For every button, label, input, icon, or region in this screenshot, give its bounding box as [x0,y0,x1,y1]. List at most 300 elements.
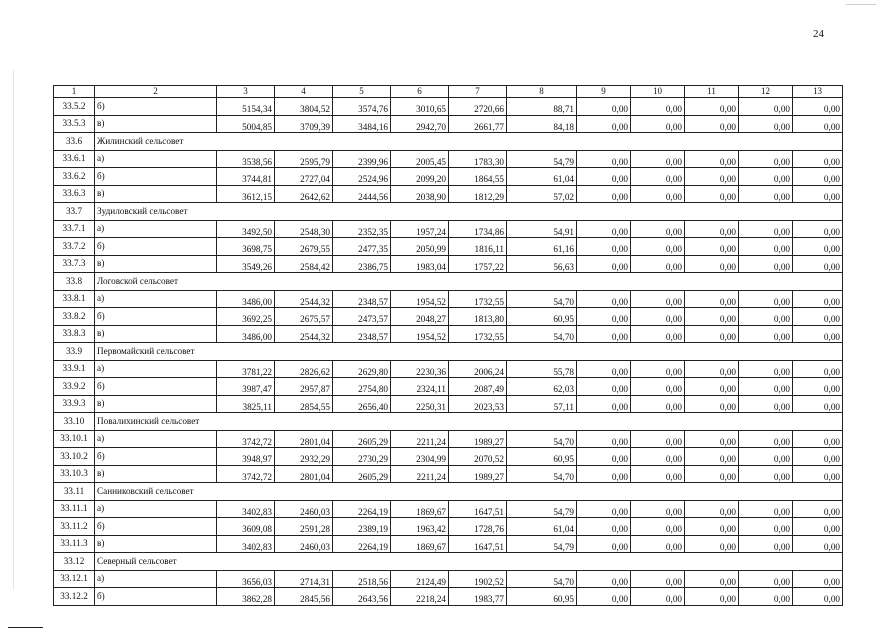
section-row [54,553,843,571]
section-name: Повалихинский сельсовет [95,413,843,431]
value-cell-col6: 1963,42 [391,518,449,536]
value-cell-col8: 54,70 [507,290,577,308]
section-row [54,273,843,291]
value-cell-col4: 2548,30 [275,220,333,238]
row-subitem: б) [95,588,217,606]
value-cell-col8: 60,95 [507,308,577,326]
value-cell-col7: 2087,49 [449,378,507,396]
column-header-5: 5 [333,86,391,98]
row-subitem: б) [95,518,217,536]
value-cell-col5: 2518,56 [333,570,391,588]
value-cell-col3: 3692,25 [217,308,275,326]
value-cell-col9: 0,00 [577,308,631,326]
row-code: 33.5.3 [54,115,95,133]
value-cell-col6: 1954,52 [391,325,449,343]
table-row [54,430,843,448]
value-cell-col10: 0,00 [631,378,685,396]
value-cell-col4: 2845,56 [275,588,333,606]
value-cell-col3: 3402,83 [217,535,275,553]
column-header-3: 3 [217,86,275,98]
value-cell-col11: 0,00 [685,500,739,518]
value-cell-col4: 2801,04 [275,465,333,483]
table-row [54,238,843,256]
value-cell-col6: 1983,04 [391,255,449,273]
row-subitem: б) [95,378,217,396]
section-name: Санниковский сельсовет [95,483,843,501]
value-cell-col8: 57,11 [507,395,577,413]
value-cell-col11: 0,00 [685,115,739,133]
row-subitem: а) [95,570,217,588]
value-cell-col6: 2250,31 [391,395,449,413]
value-cell-col7: 2006,24 [449,360,507,378]
value-cell-col3: 3825,11 [217,395,275,413]
value-cell-col13: 0,00 [793,168,843,186]
value-cell-col11: 0,00 [685,360,739,378]
value-cell-col5: 2264,19 [333,500,391,518]
value-cell-col11: 0,00 [685,185,739,203]
row-subitem: б) [95,98,217,116]
column-header-1: 1 [54,86,95,98]
row-subitem: б) [95,308,217,326]
value-cell-col11: 0,00 [685,238,739,256]
value-cell-col5: 2399,96 [333,150,391,168]
value-cell-col7: 1864,55 [449,168,507,186]
value-cell-col6: 2048,27 [391,308,449,326]
row-code: 33.11.1 [54,500,95,518]
value-cell-col11: 0,00 [685,430,739,448]
column-header-6: 6 [391,86,449,98]
value-cell-col10: 0,00 [631,185,685,203]
table-body [54,86,843,606]
value-cell-col12: 0,00 [739,255,793,273]
value-cell-col4: 2544,32 [275,290,333,308]
value-cell-col8: 57,02 [507,185,577,203]
column-header-12: 12 [739,86,793,98]
value-cell-col3: 3987,47 [217,378,275,396]
value-cell-col4: 2714,31 [275,570,333,588]
value-cell-col3: 5154,34 [217,98,275,116]
value-cell-col8: 54,70 [507,465,577,483]
value-cell-col4: 3804,52 [275,98,333,116]
value-cell-col12: 0,00 [739,220,793,238]
row-code: 33.6.3 [54,185,95,203]
value-cell-col4: 2727,04 [275,168,333,186]
value-cell-col9: 0,00 [577,168,631,186]
value-cell-col10: 0,00 [631,448,685,466]
table-row [54,570,843,588]
value-cell-col3: 3402,83 [217,500,275,518]
value-cell-col9: 0,00 [577,115,631,133]
value-cell-col8: 61,04 [507,518,577,536]
value-cell-col10: 0,00 [631,500,685,518]
value-cell-col5: 2643,56 [333,588,391,606]
value-cell-col10: 0,00 [631,290,685,308]
row-subitem: в) [95,395,217,413]
value-cell-col9: 0,00 [577,448,631,466]
tariff-table [53,85,843,606]
value-cell-col9: 0,00 [577,500,631,518]
row-code: 33.9.1 [54,360,95,378]
table-row [54,308,843,326]
value-cell-col12: 0,00 [739,168,793,186]
value-cell-col7: 1989,27 [449,465,507,483]
value-cell-col8: 54,70 [507,570,577,588]
value-cell-col9: 0,00 [577,430,631,448]
table-row [54,255,843,273]
section-row [54,413,843,431]
value-cell-col10: 0,00 [631,535,685,553]
value-cell-col10: 0,00 [631,220,685,238]
value-cell-col8: 54,91 [507,220,577,238]
value-cell-col3: 3862,28 [217,588,275,606]
value-cell-col6: 2324,11 [391,378,449,396]
value-cell-col13: 0,00 [793,395,843,413]
value-cell-col9: 0,00 [577,255,631,273]
value-cell-col9: 0,00 [577,535,631,553]
value-cell-col12: 0,00 [739,378,793,396]
value-cell-col13: 0,00 [793,360,843,378]
section-code: 33.9 [54,343,95,361]
value-cell-col3: 3538,56 [217,150,275,168]
value-cell-col6: 2211,24 [391,430,449,448]
value-cell-col11: 0,00 [685,535,739,553]
value-cell-col4: 2544,32 [275,325,333,343]
value-cell-col6: 2124,49 [391,570,449,588]
value-cell-col7: 1757,22 [449,255,507,273]
value-cell-col6: 2099,20 [391,168,449,186]
table-row [54,220,843,238]
value-cell-col9: 0,00 [577,570,631,588]
row-subitem: б) [95,448,217,466]
section-code: 33.12 [54,553,95,571]
row-code: 33.12.1 [54,570,95,588]
value-cell-col9: 0,00 [577,290,631,308]
value-cell-col11: 0,00 [685,168,739,186]
value-cell-col5: 2605,29 [333,465,391,483]
value-cell-col12: 0,00 [739,500,793,518]
value-cell-col7: 2720,66 [449,98,507,116]
value-cell-col13: 0,00 [793,325,843,343]
table-row [54,168,843,186]
value-cell-col12: 0,00 [739,465,793,483]
table-row [54,588,843,606]
section-code: 33.10 [54,413,95,431]
value-cell-col13: 0,00 [793,220,843,238]
value-cell-col12: 0,00 [739,570,793,588]
value-cell-col5: 2656,40 [333,395,391,413]
value-cell-col9: 0,00 [577,150,631,168]
row-subitem: а) [95,430,217,448]
row-code: 33.7.2 [54,238,95,256]
value-cell-col3: 3656,03 [217,570,275,588]
section-row [54,203,843,221]
value-cell-col5: 2477,35 [333,238,391,256]
table-row [54,185,843,203]
value-cell-col13: 0,00 [793,98,843,116]
value-cell-col5: 3574,76 [333,98,391,116]
value-cell-col4: 2932,29 [275,448,333,466]
row-subitem: а) [95,150,217,168]
row-code: 33.7.3 [54,255,95,273]
value-cell-col12: 0,00 [739,395,793,413]
value-cell-col5: 2348,57 [333,290,391,308]
value-cell-col11: 0,00 [685,448,739,466]
value-cell-col5: 2629,80 [333,360,391,378]
value-cell-col6: 2218,24 [391,588,449,606]
value-cell-col5: 2386,75 [333,255,391,273]
value-cell-col10: 0,00 [631,238,685,256]
section-name: Первомайский сельсовет [95,343,843,361]
value-cell-col6: 2304,99 [391,448,449,466]
row-code: 33.5.2 [54,98,95,116]
row-code: 33.10.1 [54,430,95,448]
value-cell-col12: 0,00 [739,185,793,203]
row-code: 33.7.1 [54,220,95,238]
value-cell-col4: 2460,03 [275,500,333,518]
column-header-9: 9 [577,86,631,98]
value-cell-col4: 2584,42 [275,255,333,273]
value-cell-col11: 0,00 [685,588,739,606]
value-cell-col9: 0,00 [577,465,631,483]
value-cell-col4: 2957,87 [275,378,333,396]
scan-artifact-left [13,70,14,590]
value-cell-col3: 3486,00 [217,325,275,343]
value-cell-col3: 3742,72 [217,430,275,448]
row-code: 33.8.2 [54,308,95,326]
table-row [54,150,843,168]
table-row [54,325,843,343]
row-code: 33.11.3 [54,535,95,553]
value-cell-col9: 0,00 [577,395,631,413]
value-cell-col5: 2352,35 [333,220,391,238]
value-cell-col8: 54,79 [507,500,577,518]
value-cell-col3: 3549,26 [217,255,275,273]
value-cell-col9: 0,00 [577,588,631,606]
row-code: 33.8.3 [54,325,95,343]
row-subitem: в) [95,325,217,343]
value-cell-col13: 0,00 [793,185,843,203]
table-row [54,518,843,536]
value-cell-col5: 2730,29 [333,448,391,466]
row-subitem: в) [95,185,217,203]
table-row [54,535,843,553]
value-cell-col11: 0,00 [685,570,739,588]
value-cell-col13: 0,00 [793,308,843,326]
scan-artifact-top [846,4,876,5]
value-cell-col9: 0,00 [577,518,631,536]
table-row [54,290,843,308]
row-subitem: в) [95,115,217,133]
value-cell-col6: 1869,67 [391,535,449,553]
value-cell-col10: 0,00 [631,308,685,326]
section-name: Зудиловский сельсовет [95,203,843,221]
value-cell-col7: 1734,86 [449,220,507,238]
value-cell-col11: 0,00 [685,378,739,396]
value-cell-col9: 0,00 [577,98,631,116]
section-code: 33.6 [54,133,95,151]
value-cell-col13: 0,00 [793,238,843,256]
value-cell-col13: 0,00 [793,535,843,553]
column-header-11: 11 [685,86,739,98]
value-cell-col11: 0,00 [685,255,739,273]
value-cell-col12: 0,00 [739,588,793,606]
value-cell-col12: 0,00 [739,308,793,326]
value-cell-col11: 0,00 [685,518,739,536]
row-code: 33.12.2 [54,588,95,606]
section-name: Жилинский сельсовет [95,133,843,151]
section-code: 33.7 [54,203,95,221]
section-row [54,343,843,361]
section-row [54,133,843,151]
value-cell-col7: 1732,55 [449,290,507,308]
value-cell-col11: 0,00 [685,290,739,308]
value-cell-col13: 0,00 [793,255,843,273]
value-cell-col13: 0,00 [793,290,843,308]
value-cell-col7: 1647,51 [449,535,507,553]
value-cell-col4: 2675,57 [275,308,333,326]
section-row [54,483,843,501]
value-cell-col8: 84,18 [507,115,577,133]
value-cell-col13: 0,00 [793,465,843,483]
value-cell-col13: 0,00 [793,518,843,536]
row-subitem: а) [95,290,217,308]
value-cell-col12: 0,00 [739,150,793,168]
value-cell-col3: 3698,75 [217,238,275,256]
row-subitem: а) [95,220,217,238]
value-cell-col9: 0,00 [577,220,631,238]
value-cell-col3: 3486,00 [217,290,275,308]
value-cell-col10: 0,00 [631,360,685,378]
value-cell-col4: 2460,03 [275,535,333,553]
value-cell-col3: 3948,97 [217,448,275,466]
value-cell-col13: 0,00 [793,378,843,396]
table-row [54,448,843,466]
value-cell-col3: 3609,08 [217,518,275,536]
value-cell-col3: 5004,85 [217,115,275,133]
value-cell-col12: 0,00 [739,448,793,466]
value-cell-col13: 0,00 [793,588,843,606]
value-cell-col10: 0,00 [631,395,685,413]
value-cell-col7: 2070,52 [449,448,507,466]
value-cell-col9: 0,00 [577,238,631,256]
value-cell-col7: 1647,51 [449,500,507,518]
value-cell-col3: 3781,22 [217,360,275,378]
value-cell-col7: 1728,76 [449,518,507,536]
page-number: 24 [813,28,824,40]
value-cell-col7: 1813,80 [449,308,507,326]
value-cell-col13: 0,00 [793,500,843,518]
value-cell-col12: 0,00 [739,115,793,133]
value-cell-col4: 2679,55 [275,238,333,256]
column-header-2: 2 [95,86,217,98]
section-code: 33.11 [54,483,95,501]
value-cell-col5: 3484,16 [333,115,391,133]
row-subitem: в) [95,255,217,273]
value-cell-col12: 0,00 [739,98,793,116]
table-row [54,465,843,483]
value-cell-col10: 0,00 [631,570,685,588]
value-cell-col11: 0,00 [685,308,739,326]
row-code: 33.9.3 [54,395,95,413]
value-cell-col3: 3744,81 [217,168,275,186]
value-cell-col10: 0,00 [631,98,685,116]
value-cell-col7: 1902,52 [449,570,507,588]
value-cell-col6: 1954,52 [391,290,449,308]
value-cell-col5: 2754,80 [333,378,391,396]
value-cell-col5: 2605,29 [333,430,391,448]
value-cell-col7: 2661,77 [449,115,507,133]
value-cell-col10: 0,00 [631,518,685,536]
value-cell-col8: 60,95 [507,588,577,606]
row-code: 33.9.2 [54,378,95,396]
value-cell-col10: 0,00 [631,588,685,606]
value-cell-col12: 0,00 [739,238,793,256]
value-cell-col6: 1957,24 [391,220,449,238]
value-cell-col8: 88,71 [507,98,577,116]
value-cell-col8: 54,79 [507,150,577,168]
value-cell-col6: 2038,90 [391,185,449,203]
value-cell-col8: 54,70 [507,430,577,448]
value-cell-col4: 2642,62 [275,185,333,203]
value-cell-col8: 54,70 [507,325,577,343]
column-header-13: 13 [793,86,843,98]
value-cell-col3: 3742,72 [217,465,275,483]
value-cell-col4: 2854,55 [275,395,333,413]
value-cell-col8: 56,63 [507,255,577,273]
row-code: 33.6.1 [54,150,95,168]
value-cell-col7: 1989,27 [449,430,507,448]
row-code: 33.10.3 [54,465,95,483]
value-cell-col12: 0,00 [739,430,793,448]
row-code: 33.8.1 [54,290,95,308]
value-cell-col7: 1732,55 [449,325,507,343]
value-cell-col8: 55,78 [507,360,577,378]
value-cell-col12: 0,00 [739,290,793,308]
value-cell-col10: 0,00 [631,325,685,343]
value-cell-col8: 54,79 [507,535,577,553]
value-cell-col12: 0,00 [739,535,793,553]
table-row [54,500,843,518]
value-cell-col6: 2230,36 [391,360,449,378]
value-cell-col8: 61,16 [507,238,577,256]
value-cell-col11: 0,00 [685,395,739,413]
section-name: Логовской сельсовет [95,273,843,291]
column-header-10: 10 [631,86,685,98]
table-row [54,115,843,133]
value-cell-col7: 1812,29 [449,185,507,203]
table-row [54,98,843,116]
value-cell-col5: 2348,57 [333,325,391,343]
scan-artifact-bottom [8,627,43,628]
value-cell-col9: 0,00 [577,325,631,343]
value-cell-col3: 3492,50 [217,220,275,238]
value-cell-col7: 2023,53 [449,395,507,413]
value-cell-col5: 2264,19 [333,535,391,553]
value-cell-col9: 0,00 [577,360,631,378]
row-code: 33.11.2 [54,518,95,536]
row-code: 33.6.2 [54,168,95,186]
column-header-4: 4 [275,86,333,98]
value-cell-col7: 1783,30 [449,150,507,168]
value-cell-col5: 2444,56 [333,185,391,203]
value-cell-col8: 61,04 [507,168,577,186]
value-cell-col4: 3709,39 [275,115,333,133]
table-row [54,378,843,396]
row-subitem: а) [95,360,217,378]
value-cell-col10: 0,00 [631,150,685,168]
value-cell-col8: 60,95 [507,448,577,466]
value-cell-col11: 0,00 [685,150,739,168]
